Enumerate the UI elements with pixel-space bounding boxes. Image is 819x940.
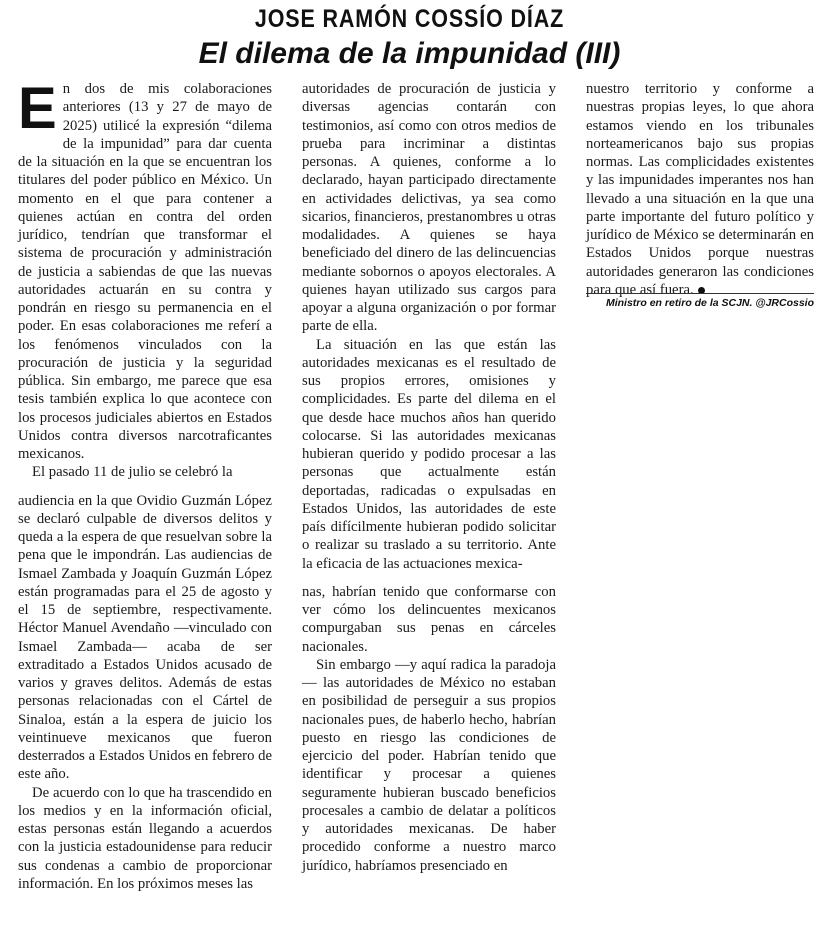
paragraph: De acuerdo con lo que ha trascendido en los medios y en la información oficial, estas personas están llegando a acuerdos con la justicia estadounidense para reducir sus condenas a cambio de proporcionar información. En los próximos meses las <box>18 784 272 892</box>
paragraph: El pasado 11 de julio se celebró la <box>32 464 233 481</box>
paragraph: Sin embargo —y aquí radica la paradoja— las autoridades de México no estaban en posibilidad de perseguir a sus propios nacionales pues, de haberlo hecho, habrían puesto en riesgo las condiciones de ejercicio del poder. Habrían tenido que identificar y procesar a quienes seguramente hubieran buscado beneficios procesales a cambio de delatar a políticos y autoridades mexicanas. De haber procedido conforme a nuestro marco jurídico, habríamos presenciado en <box>302 656 556 874</box>
signature-divider <box>586 293 814 294</box>
author-name: JOSE RAMÓN COSSÍO DÍAZ <box>254 5 565 33</box>
paragraph <box>586 80 814 299</box>
article-column-3 <box>586 80 814 299</box>
paragraph: audiencia en la que Ovidio Guzmán López se declaró culpable de diversos delitos y queda a la espera de que resuelvan sobre la pena que le impondrán. Las audiencias de Ismael Zambada y Joaquín Guzmán López están programadas para el 25 de agosto y el 15 de septiembre, respectivamente. Héctor Manuel Avendaño —vinculado con Ismael Zambada— acaba de ser extraditado a Estados Unidos acusado de varios y graves delitos. Además de estas personas relacionadas con el Cártel de Sinaloa, están a la espera de juicio los veintinueve mexicanos que fueron desterrados a Estados Unidos en febrero de este año. <box>18 492 272 783</box>
paragraph <box>18 76 272 463</box>
article-column-1 <box>18 76 272 893</box>
drop-cap: E <box>18 76 57 141</box>
article-title: El dilema de la impunidad (III) <box>198 37 621 70</box>
paragraph: nas, habrían tenido que conformarse con ver cómo los delincuentes mexicanos compurgaban sus penas en cárceles nacionales. <box>302 583 556 655</box>
paragraph: La situación en las que están las autoridades mexicanas es el resultado de sus propios errores, omisiones y complicidades. Es parte del dilema en el que desde hace muchos años han querido colocarse. Si las autoridades mexicanas hubieran querido y podido procesar a las personas que actualmente están deportadas, radicadas o expulsadas en Estados Unidos, las autoridades de este país difícilmente hubieran podido solicitar o realizar su traslado a su territorio. Ante la eficacia de las actuaciones mexica- <box>302 336 556 572</box>
author-signature: Ministro en retiro de la SCJN. @JRCossio <box>605 297 814 309</box>
paragraph: autoridades de procuración de justicia y diversas agencias contarán con testimonios, así como con otros medios de prueba para incriminar a distintas personas. A quienes, conforme a lo declarado, hayan participado directamente en actividades delictivas, ya sea como sicarios, financieros, prestanombres u otras modalidades. A quienes se haya beneficiado del dinero de las delincuencias mediante sobornos o apoyos electorales. A quienes hayan utilizado sus cargos para apoyar a alguna organización o por formar parte de ella. <box>302 81 556 335</box>
paragraph-text: nuestro territorio y conforme a nuestras propias leyes, lo que ahora estamos viendo en los tribunales norteamericanos bajo sus propias normas. Las complicidades existentes y las impunidades imperantes nos han llevado a una situación en la que una parte importante del futuro político y jurídico de México se determinarán en Estados Unidos porque nuestras autoridades generaron las condiciones para que así fuera. <box>586 81 814 298</box>
paragraph-text: n dos de mis colaboraciones anteriores (13 y 27 de mayo de 2025) utilicé la expresión “dilema de la impunidad” para dar cuenta de la situación en la que se encuentran los titulares del poder público en México. Un momento en el que para contener a quienes actúan en contra del orden jurídico, tendrían que transformar el sistema de procuración y administración de justicia a sabiendas de que las nuevas autoridades actuarán en su contra y pondrán en riesgo su permanencia en el poder. En esas colaboraciones me referí a los fenómenos vinculados con la procuración de justicia y la seguridad pública. Sin embargo, me parece que esa tesis también explica lo que acontece con los procesos judiciales abiertos en Estados Unidos contra diversos narcotraficantes mexicanos. <box>18 81 272 462</box>
article-column-2 <box>302 80 556 875</box>
